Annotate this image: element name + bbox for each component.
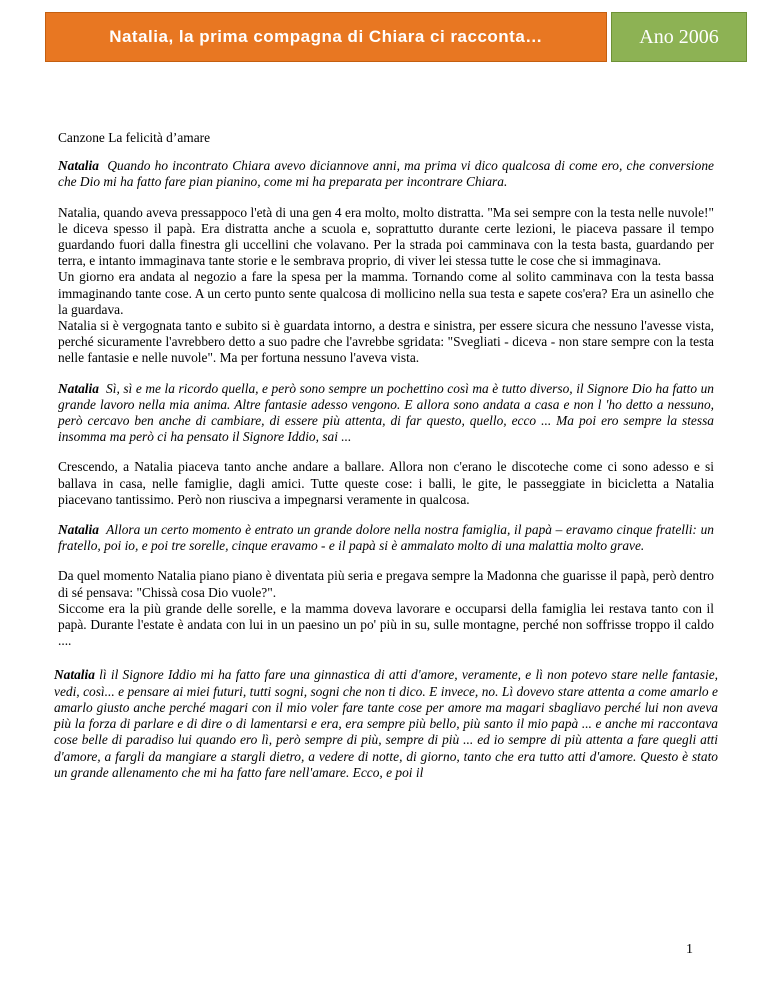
- header-title-box: [45, 12, 607, 62]
- quote-paragraph-2: [58, 381, 714, 446]
- speaker-name: Natalia: [54, 667, 95, 683]
- header-year-box: [611, 12, 747, 62]
- speaker-name: Natalia: [58, 522, 99, 538]
- quote-text: Quando ho incontrato Chiara avevo diciannove anni, ma prima vi dico qualcosa di come ero, che conversione che Dio mi ha fatto fare pian pianino, come mi ha preparata per incontrare Chiara.: [58, 158, 714, 190]
- quote-text: Allora un certo momento è entrato un grande dolore nella nostra famiglia, il papà – eravamo cinque fratelli: un fratello, poi io, e poi tre sorelle, cinque eravamo - e il papà si è ammalato molto di una malattia molto grave.: [58, 522, 714, 554]
- quote-text: lì il Signore Iddio mi ha fatto fare una ginnastica di atti d'amore, veramente, e lì non potevo stare nelle fantasie, vedi, così... e pensare ai miei futuri, tutti sogni, sogni che non ti dico. E invece, no. Lì dovevo stare attenta a come amarlo e amarlo giusto anche perché magari con il mio voler fare tante cose per amore ma magari sbagliavo perché lui non aveva più la forza di parlare e di dire o di lamentarsi e era, era sempre più bello, più santo il mio papà ... e anche mi raccontava cose belle di paradiso lui quando ero lì, però sempre di più, sempre di più ... ed io sempre di più attenta a fare quegli atti d'amore, a fargli da mangiare a stargli dietro, a vedere di notte, di giorno, tanto che era tutto atti d'amore. Questo è stato un grande allenamento che mi ha fatto fare nell'amare. Ecco, e poi il: [54, 667, 718, 780]
- quote-paragraph-3: [58, 522, 714, 554]
- narration-text: Un giorno era andata al negozio a fare la spesa per la mamma. Tornando come al solito camminava con la testa bassa immaginando tante cose. A un certo punto sente qualcosa di mollicino nella sua testa e sapete cos'era? Era un asinello che la guardava.: [58, 269, 714, 317]
- narration-text: Natalia si è vergognata tanto e subito si è guardata intorno, a destra e sinistra, per essere sicura che nessuno l'avesse vista, perché sicuramente l'avrebbero detto a suo padre che l'avrebbe sgridata: "Svegliati - diceva - non stare sempre con la testa nelle fantasie e nelle nuvole". Ma per fortuna nessuno l'aveva vista.: [58, 318, 714, 366]
- document-body: [54, 130, 718, 795]
- quote-paragraph-4: [54, 667, 718, 780]
- narration-text: Siccome era la più grande delle sorelle, e la mamma doveva lavorare e occuparsi della famiglia lei restava tanto con il papà. Durante l'estate è andata con lui in un paesino un po' più in su, sulle montagne, perché non soffrisse troppo il caldo ....: [58, 600, 714, 649]
- narration-text: Da quel momento Natalia piano piano è diventata più seria e pregava sempre la Madonna che guarisse il papà, però dentro di sé pensava: "Chissà cosa Dio vuole?".: [58, 568, 714, 600]
- speaker-name: Natalia: [58, 158, 99, 174]
- narration-text: Natalia, quando aveva pressappoco l'età di una gen 4 era molto, molto distratta. "Ma sei sempre con la testa nelle nuvole!" le diceva spesso il papà. Era distratta anche a scuola e, soprattutto durante certe lezioni, le piaceva passare il tempo guardando fuori dalla finestra gli uccellini che volavano. Per la strada poi camminava con la testa basta, guardando per terra, e intanto immaginava tante storie e le sembrava proprio, di viver lei stessa tutte le cose che si immaginava.: [58, 204, 714, 269]
- song-title: Canzone La felicità d’amare: [58, 130, 211, 145]
- quote-text: Sì, sì e me la ricordo quella, e però sono sempre un pochettino così ma è tutto diverso, il Signore Dio ha fatto un grande lavoro nella mia anima. Altre fantasie adesso vengono. E allora sono andata a casa e non l 'ho detto a nessuno, però cercavo ben anche di cambiare, di essere più attenta, di far questo, quello, ecco ... Ma poi ero sempre la stessa insomma ma però ci ha pensato il Signore Iddio, sai ...: [58, 380, 714, 445]
- narration-paragraph-1: [58, 205, 714, 367]
- header-title: Natalia, la prima compagna di Chiara ci racconta…: [109, 27, 543, 46]
- narration-paragraph-2: Crescendo, a Natalia piaceva tanto anche andare a ballare. Allora non c'erano le discoteche come ci sono adesso e si ballava in casa, nelle famiglie, dagli amici. Tutte queste cose: i balli, le gite, le passeggiate in bicicletta a Natalia piacevano tantissimo. Però non riusciva a impegnarsi veramente in qualcosa.: [58, 459, 714, 507]
- header-year: Ano 2006: [639, 25, 719, 48]
- page-number: 1: [686, 942, 693, 957]
- page-header: [45, 12, 747, 62]
- speaker-name: Natalia: [58, 380, 99, 396]
- narration-paragraph-3: [58, 568, 714, 649]
- quote-paragraph-1: [58, 158, 714, 190]
